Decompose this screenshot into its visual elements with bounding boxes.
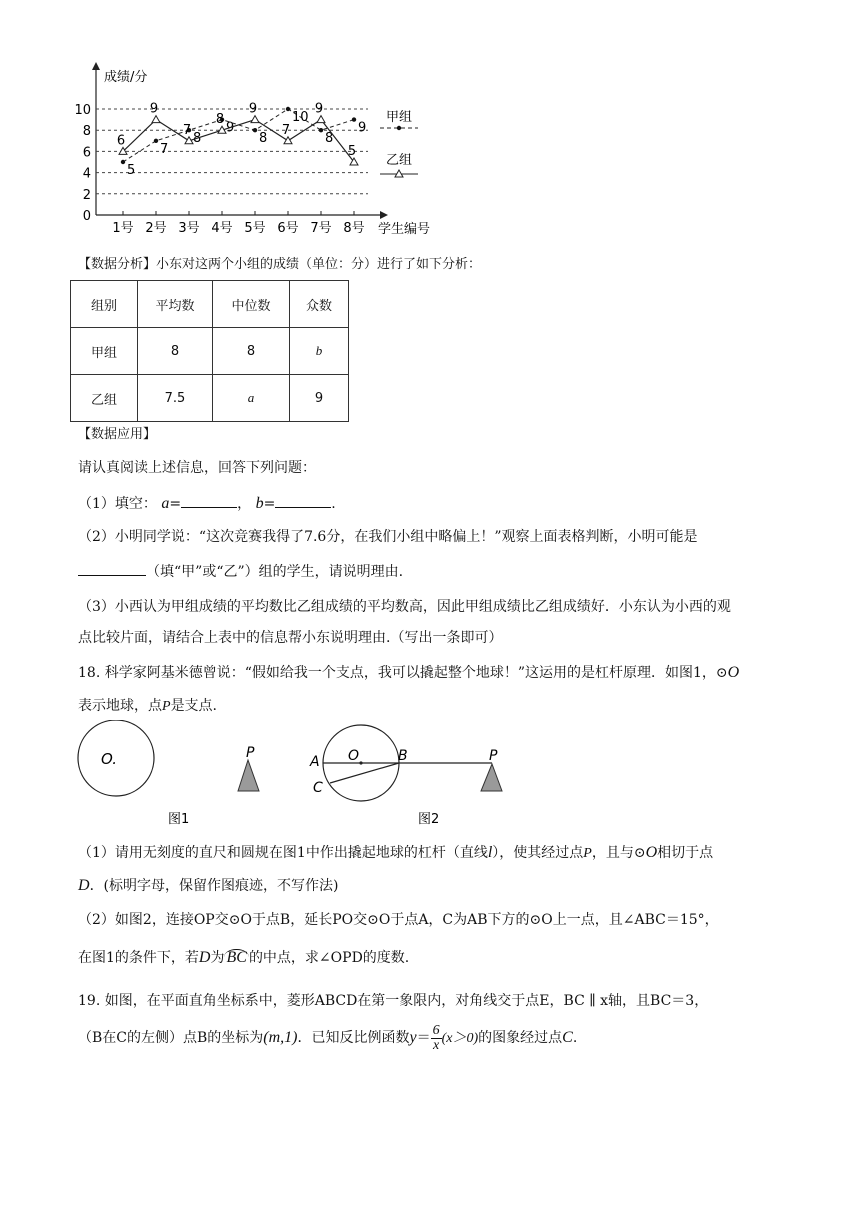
series-jia-point (121, 160, 125, 164)
q19-text: ．已知反比例函数 (297, 1030, 410, 1046)
q18-text: 是支点. (170, 698, 218, 714)
table-header-cell: 平均数 (138, 281, 213, 328)
stats-table (70, 280, 349, 422)
table-cell: 甲组 (71, 328, 138, 375)
series-yi-point (284, 137, 292, 144)
point-C: C (562, 1029, 573, 1046)
x-tick-label: 2号 (145, 221, 167, 236)
table-row (71, 375, 349, 422)
q18-text: （1）请用无刻度的直尺和圆规在图1中作出撬起地球的杠杆（直线 (78, 845, 488, 861)
equals-sign: = (169, 496, 182, 512)
separator: ， (237, 496, 252, 512)
x-tick-label: 8号 (343, 221, 365, 236)
fraction-6-over-x (431, 1024, 442, 1053)
fig2-label-B: B (398, 748, 408, 764)
y-tick-label: 2 (82, 187, 91, 203)
q18-figures (0, 720, 860, 830)
fig2-center-dot (359, 761, 362, 764)
q18-part2-line1: （2）如图2，连接OP交⊙O于点B，延长PO交⊙O于点A，C为AB下方的⊙O上一点，且∠ABC＝15°， (78, 912, 719, 928)
circle-name-O: O (727, 664, 740, 681)
q17-part2-line1: （2）小明同学说：“这次竞赛我得了7.6分，在我们小组中略偏上！”观察上面表格判断，小明可能是 (78, 529, 698, 545)
y-tick-label: 0 (82, 209, 91, 224)
series-yi-point (152, 116, 160, 123)
var-b: b (255, 495, 264, 512)
x-tick-label: 4号 (211, 221, 233, 236)
q17-p1-prefix: （1）填空： (78, 496, 157, 512)
q19-line1: 19. 如图，在平面直角坐标系中，菱形ABCD在第一象限内，对角线交于点E，BC ∥ x轴，且BC＝3， (78, 993, 709, 1009)
q18-part1-line1 (78, 843, 713, 864)
q18-text: 的中点，求∠OPD的度数. (248, 950, 410, 966)
q19-text: 的图象经过点 (478, 1030, 563, 1046)
legend-yi-label: 乙组 (386, 153, 413, 168)
series-jia-point (286, 107, 290, 111)
y-tick-label: 8 (82, 124, 91, 140)
q18-part2-line2 (78, 948, 409, 968)
series-yi-data-label: 6 (116, 133, 126, 149)
q19-text: （B在C的左侧）点B的坐标为 (78, 1030, 264, 1046)
series-jia-line (123, 109, 357, 162)
x-tick-label: 6号 (277, 221, 299, 236)
series-yi-data-label: 9 (149, 101, 159, 117)
table-cell: 8 (138, 328, 213, 375)
series-yi-data-label: 9 (248, 101, 258, 117)
series-yi-point (251, 116, 259, 123)
point-P: P (162, 699, 171, 714)
q19-line2 (78, 1023, 577, 1054)
fig2-fulcrum-triangle (481, 764, 502, 791)
series-jia-data-label: 8 (193, 131, 202, 147)
series-jia-data-label: 10 (292, 110, 309, 125)
q17-intro: 请认真阅读上述信息，回答下列问题： (78, 460, 316, 476)
q18-text: ．(标明字母，保留作图痕迹，不写作法) (89, 878, 339, 894)
var-a: a (161, 495, 170, 512)
series-yi-data-label: 8 (215, 112, 225, 128)
q19-text: . (572, 1030, 578, 1046)
table-row (71, 328, 349, 375)
x-tick-label: 3号 (178, 221, 200, 236)
fig1-label-P: P (246, 745, 255, 761)
application-heading: 【数据应用】 (78, 427, 157, 442)
table-cell: 9 (290, 375, 349, 422)
q17-part3-line1: （3）小西认为甲组成绩的平均数比乙组成绩的平均数高，因此甲组成绩比乙组成绩好．小东认为小西的观 (78, 599, 731, 615)
fig2-line-CB (330, 763, 399, 783)
series-yi-data-label: 7 (182, 122, 192, 138)
coordinate-B: (m,1) (263, 1029, 298, 1046)
domain-condition: (x＞0) (441, 1031, 479, 1046)
fig1-label-O: O. (101, 750, 117, 768)
fig2-label-O: O (348, 748, 360, 764)
series-yi-point (317, 116, 325, 123)
y-tick-label: 6 (82, 145, 91, 161)
table-header-cell: 组别 (71, 281, 138, 328)
point-D: D (78, 877, 90, 894)
series-yi-data-label: 7 (281, 122, 291, 138)
q18-text: 表示地球，点 (78, 698, 162, 714)
line-l: l (487, 844, 493, 861)
table-cell: a (213, 375, 290, 422)
series-jia-data-label: 8 (325, 131, 334, 147)
table-header-row (71, 281, 349, 328)
table-header-cell: 中位数 (213, 281, 290, 328)
q17-part1 (78, 493, 336, 514)
y-tick-label: 10 (74, 103, 91, 118)
y-tick-label: 4 (82, 166, 91, 182)
q17-part3-line2: 点比较片面，请结合上表中的信息帮小东说明理由.（写出一条即可） (78, 630, 503, 646)
fig1-fulcrum-triangle (238, 760, 259, 791)
fraction-denominator: x (433, 1037, 440, 1053)
table-cell: 7.5 (138, 375, 213, 422)
series-jia-point (154, 139, 158, 143)
series-yi-data-label: 5 (347, 144, 357, 159)
series-jia-point (352, 117, 356, 121)
fig2-label-P: P (489, 748, 498, 764)
q17-p2-text: （填“甲”或“乙”）组的学生，请说明理由. (146, 564, 404, 580)
analysis-heading: 【数据分析】小东对这两个小组的成绩（单位：分）进行了如下分析： (78, 257, 482, 272)
legend-jia-label: 甲组 (386, 110, 413, 125)
var-y: y (409, 1029, 417, 1046)
x-tick-label: 7号 (310, 221, 332, 236)
q18-text: ，且与⊙ (591, 845, 646, 861)
series-jia-data-label: 5 (127, 163, 136, 178)
fig2-label-A: A (310, 754, 320, 770)
table-cell: b (290, 328, 349, 375)
q18-text: 相切于点 (657, 845, 714, 861)
series-jia-data-label: 7 (160, 141, 169, 157)
q18-line1 (78, 663, 739, 683)
series-jia-data-label: 8 (259, 131, 268, 147)
score-line-chart (0, 0, 860, 250)
fraction-numerator: 6 (432, 1022, 440, 1038)
chart-ylabel: 成绩/分 (104, 70, 148, 85)
q18-line2 (78, 696, 217, 717)
chart-xlabel: 学生编号 (378, 222, 431, 237)
legend-jia-marker (397, 126, 401, 130)
q18-part1-line2 (78, 876, 339, 896)
series-jia-point (253, 128, 257, 132)
equals-sign: ＝ (416, 1030, 431, 1046)
q18-text: 18. 科学家阿基米德曾说：“假如给我一个支点，我可以撬起整个地球！”这运用的是杠杆原理．如图1，⊙ (78, 665, 728, 681)
answer-blank-group[interactable] (78, 561, 146, 576)
q18-text: 在图1的条件下，若 (78, 950, 199, 966)
series-jia-data-label: 9 (226, 120, 235, 136)
x-axis-arrow (380, 211, 388, 219)
fig1-caption: 图1 (168, 812, 190, 827)
circle-name-O: O (645, 844, 658, 861)
equals-sign: = (263, 496, 276, 512)
point-P: P (583, 846, 592, 861)
q18-text: ），使其经过点 (492, 845, 584, 861)
q18-text: 为 (210, 950, 225, 966)
table-header-cell: 众数 (290, 281, 349, 328)
y-axis-arrow (92, 62, 100, 70)
series-yi-data-label: 9 (314, 101, 324, 117)
answer-blank-a[interactable] (181, 493, 237, 508)
point-D: D (198, 949, 211, 966)
x-tick-label: 1号 (112, 221, 134, 236)
table-cell: 乙组 (71, 375, 138, 422)
series-jia-point (319, 128, 323, 132)
table-cell: 8 (213, 328, 290, 375)
fig2-caption: 图2 (418, 812, 440, 827)
arc-BC: BC (226, 949, 247, 966)
x-tick-label: 5号 (244, 221, 266, 236)
period: . (331, 496, 336, 512)
answer-blank-b[interactable] (275, 493, 331, 508)
series-jia-data-label: 9 (358, 120, 367, 136)
q17-part2-line2 (78, 561, 403, 582)
fig2-label-C: C (313, 780, 323, 796)
